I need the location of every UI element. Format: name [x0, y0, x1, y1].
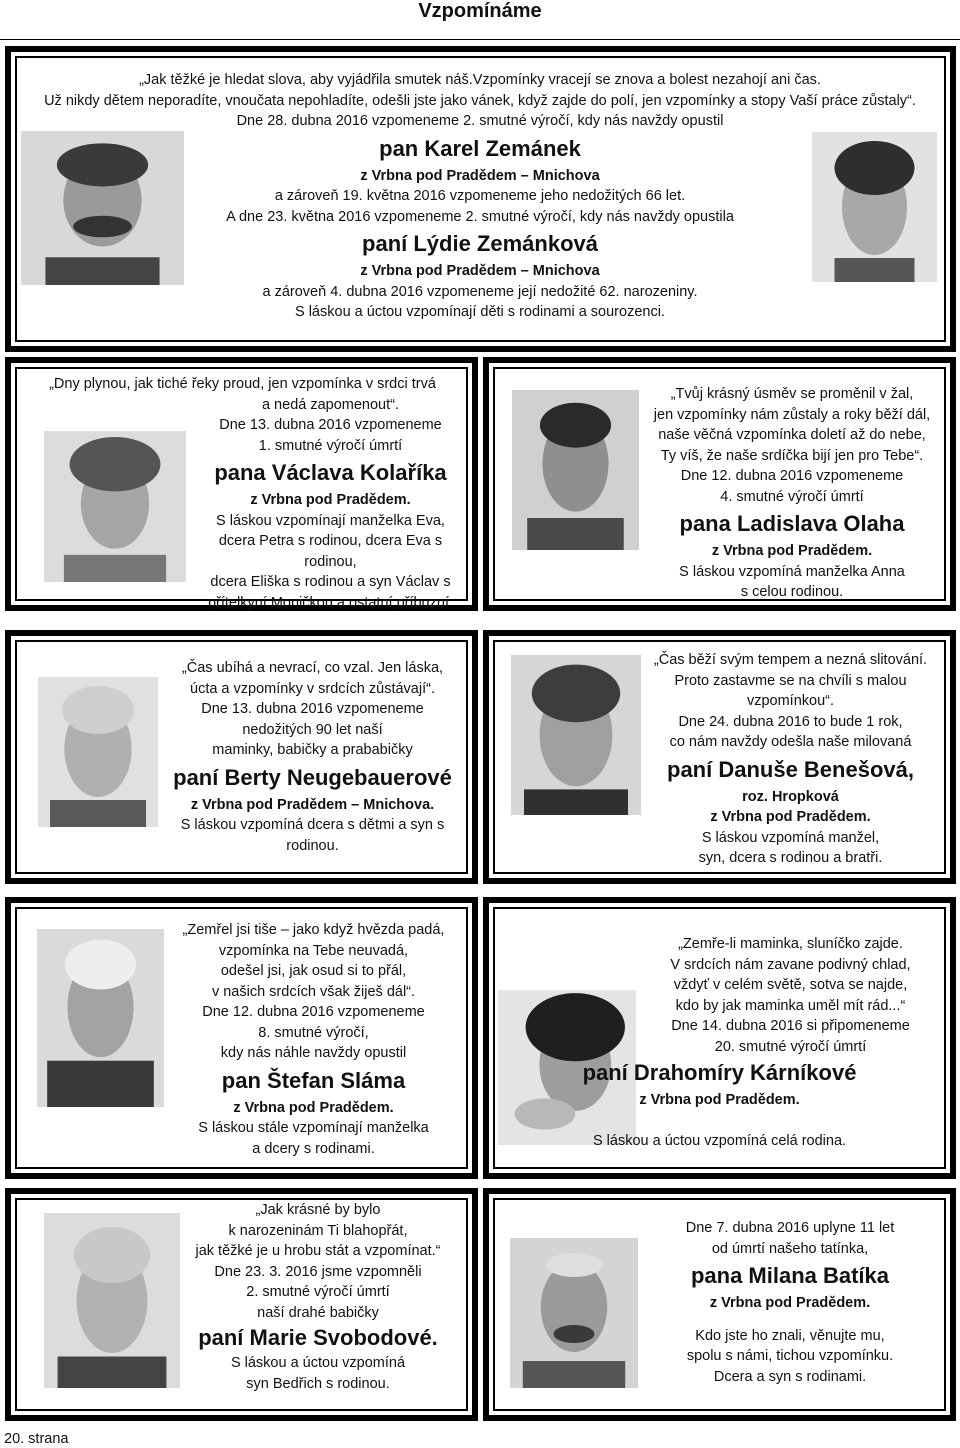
obituary-text-slama — [166, 920, 461, 1159]
quote-line: „Jak těžké je hledat slova, aby vyjádřila smutek náš.Vzpomínky vracejí se znova a bolest nezahojí ani čas. — [139, 72, 821, 88]
obituary-text-svobodova — [170, 1200, 466, 1394]
quote-line: vždyť v celém světě, sotva se najde, — [673, 977, 908, 993]
quote-line: „Zemřel jsi tiše – jako když hvězda padá, — [182, 922, 445, 938]
obituary-text-olah — [642, 384, 942, 603]
signature-line: přítelkyní Moničkou a ostatní příbuzní. — [207, 594, 453, 611]
quote-line: Proto zastavme se na chvíli s malou — [674, 672, 907, 689]
text-line: Dne 24. dubna 2016 to bude 1 rok, — [678, 713, 903, 730]
text-line: Dne 13. dubna 2016 vzpomeneme — [201, 701, 424, 717]
deceased-origin: z Vrbna pod Pradědem. — [710, 809, 871, 825]
obituary-name-karnikova — [492, 1056, 947, 1151]
text-line: nedožitých 90 let naší — [242, 721, 383, 738]
obituary-text-karnikova — [638, 934, 943, 1057]
deceased-origin: z Vrbna pod Pradědem. — [250, 492, 411, 508]
text-line: Dne 7. dubna 2016 uplyne 11 let — [685, 1220, 895, 1236]
text-line: Dne 12. dubna 2016 vzpomeneme — [680, 468, 904, 484]
quote-line: a nedá zapomenout“. — [261, 396, 400, 413]
signature-line: Kdo jste ho znali, věnujte mu, — [695, 1327, 885, 1344]
photo-danuse-benesova — [511, 655, 641, 815]
text-line: Dne 14. dubna 2016 si připomeneme — [671, 1018, 910, 1034]
obituary-text-zemanek — [26, 70, 934, 323]
quote-line: V srdcích nám zavane podivný chlad, — [670, 956, 911, 973]
obituary-text-kolarik — [20, 374, 465, 613]
deceased-origin: z Vrbna pod Pradědem. — [233, 1099, 394, 1116]
deceased-name: pana Ladislava Olaha — [679, 511, 905, 536]
photo-stefan-slama — [37, 929, 164, 1107]
quote-line: „Jak krásné by bylo — [255, 1202, 381, 1218]
photo-berta-neugebauerova — [38, 677, 158, 827]
quote-line: vzpomínka na Tebe neuvadá, — [218, 942, 409, 959]
quote-line: Ty víš, že naše srdíčka bijí jen pro Tebe“. — [660, 447, 924, 464]
maiden-name: roz. Hropková — [742, 788, 839, 805]
signature-line: dcera Petra s rodinou, dcera Eva s rodinou, — [218, 533, 443, 570]
signature-line: S láskou stále vzpomínají manželka — [198, 1120, 429, 1136]
photo-milan-batik — [510, 1238, 638, 1388]
text-line: 2. smutné výročí úmrtí — [246, 1284, 390, 1300]
signature-line: S láskou vzpomíná manželka Anna — [679, 563, 905, 580]
quote-line: naše věčná vzpomínka doletí až do nebe, — [658, 427, 926, 443]
signature-line: S láskou vzpomíná dcera s dětmi a syn s — [180, 817, 445, 833]
quote-line: jen vzpomínky nám zůstaly a roky běží dál, — [653, 406, 931, 423]
deceased-origin: z Vrbna pod Pradědem. — [711, 543, 873, 559]
deceased-origin: z Vrbna pod Pradědem – Mnichova — [360, 167, 600, 184]
text-line: a zároveň 19. května 2016 vzpomeneme jeho nedožitých 66 let. — [274, 188, 686, 204]
signature-line: a dcery s rodinami. — [252, 1140, 375, 1157]
quote-line: úcta a vzpomínky v srdcích zůstávají“. — [190, 680, 435, 697]
obituary-text-neugebauerova — [160, 658, 465, 856]
text-line: 8. smutné výročí, — [258, 1024, 369, 1041]
signature-line: Dcera a syn s rodinami. — [713, 1368, 867, 1385]
text-line: Dne 23. 3. 2016 jsme vzpomněli — [214, 1263, 422, 1280]
deceased-name: paní Berty Neugebauerové — [173, 764, 452, 790]
obituary-text-batik — [640, 1218, 940, 1387]
deceased-origin: z Vrbna pod Pradědem – Mnichova — [360, 263, 600, 279]
page-number: 20. strana — [4, 1431, 69, 1447]
deceased-name: pan Štefan Sláma — [221, 1067, 406, 1093]
quote-line: jak těžké je u hrobu stát a vzpomínat.“ — [195, 1243, 441, 1259]
text-line: Dne 12. dubna 2016 vzpomeneme — [202, 1004, 425, 1020]
text-line: kdy nás náhle navždy opustil — [220, 1045, 407, 1061]
quote-line: v našich srdcích však žiješ dál“. — [211, 983, 416, 1000]
signature-line: dcera Eliška s rodinou a syn Václav s — [210, 574, 451, 590]
text-line: maminky, babičky a prababičky — [212, 742, 413, 758]
deceased-name: paní Marie Svobodové. — [198, 1325, 438, 1350]
signature-line: syn, dcera s rodinou a bratři. — [698, 850, 883, 866]
photo-ladislav-olah — [512, 390, 639, 550]
signature-line: spolu s námi, tichou vzpomínku. — [686, 1348, 894, 1364]
quote-line: kdo by jak maminka uměl mít rád...“ — [675, 997, 906, 1014]
text-line: 4. smutné výročí úmrtí — [720, 488, 864, 505]
deceased-name: pana Václava Kolaříka — [214, 460, 447, 485]
photo-marie-svobodova — [44, 1213, 180, 1388]
quote-line: „Dny plynou, jak tiché řeky proud, jen vzpomínka v srdci trvá — [49, 376, 436, 392]
signature-line: S láskou a úctou vzpomíná celá rodina. — [592, 1132, 847, 1149]
quote-line: odešel jsi, jak osud si to přál, — [220, 963, 407, 979]
text-line: od úmrtí našeho tatínka, — [711, 1240, 869, 1257]
quote-line: „Zemře-li maminka, sluníčko zajde. — [678, 936, 903, 952]
text-line: Dne 28. dubna 2016 vzpomeneme 2. smutné výročí, kdy nás navždy opustil — [236, 113, 724, 129]
signature-line: syn Bedřich s rodinou. — [246, 1375, 390, 1392]
quote-line: Už nikdy dětem neporadíte, vnoučata nepohladíte, odešli jste jako vánek, když zajde do polí, jen vzpomínky a stopy Vaší práce zůstaly“. — [44, 92, 916, 109]
deceased-name: paní Danuše Benešová, — [667, 756, 914, 782]
signature-line: S láskou a úctou vzpomínají děti s rodinami a sourozenci. — [295, 304, 665, 320]
text-line: co nám navždy odešla naše milovaná — [669, 734, 912, 750]
obituary-text-benesova — [638, 650, 943, 869]
deceased-name: paní Lýdie Zemánková — [362, 231, 598, 256]
text-line: a zároveň 4. dubna 2016 vzpomeneme její nedožité 62. narozeniny. — [262, 283, 698, 300]
page-title: Vzpomínáme — [418, 0, 542, 22]
deceased-origin: z Vrbna pod Pradědem. — [709, 1295, 871, 1311]
signature-line: S láskou vzpomínají manželka Eva, — [216, 512, 445, 529]
deceased-origin: z Vrbna pod Pradědem. — [639, 1092, 800, 1108]
text-line: Dne 13. dubna 2016 vzpomeneme — [219, 417, 442, 433]
quote-line: „Tvůj krásný úsměv se proměnil v žal, — [670, 386, 914, 402]
signature-line: S láskou vzpomíná manžel, — [701, 829, 880, 846]
quote-line: vzpomínkou“. — [746, 693, 835, 709]
quote-line: „Čas běží svým tempem a nezná slitování. — [653, 652, 928, 668]
quote-line: „Čas ubíhá a nevrací, co vzal. Jen láska, — [181, 660, 444, 676]
text-line: A dne 23. května 2016 vzpomeneme 2. smutné výročí, kdy nás navždy opustila — [226, 208, 734, 225]
deceased-name: paní Drahomíry Kárníkové — [582, 1060, 857, 1085]
text-line: 1. smutné výročí úmrtí — [258, 437, 403, 454]
signature-line: s celou rodinou. — [740, 584, 844, 600]
deceased-name: pana Milana Batíka — [690, 1263, 890, 1288]
deceased-name: pan Karel Zemánek — [379, 135, 581, 161]
quote-line: k narozeninám Ti blahopřát, — [228, 1222, 408, 1239]
header-rule — [0, 39, 960, 40]
text-line: naší drahé babičky — [257, 1304, 379, 1321]
signature-line: S láskou a úctou vzpomíná — [230, 1355, 406, 1371]
text-line: 20. smutné výročí úmrtí — [714, 1038, 867, 1055]
deceased-origin: z Vrbna pod Pradědem – Mnichova. — [190, 796, 435, 813]
signature-line: rodinou. — [286, 837, 339, 854]
